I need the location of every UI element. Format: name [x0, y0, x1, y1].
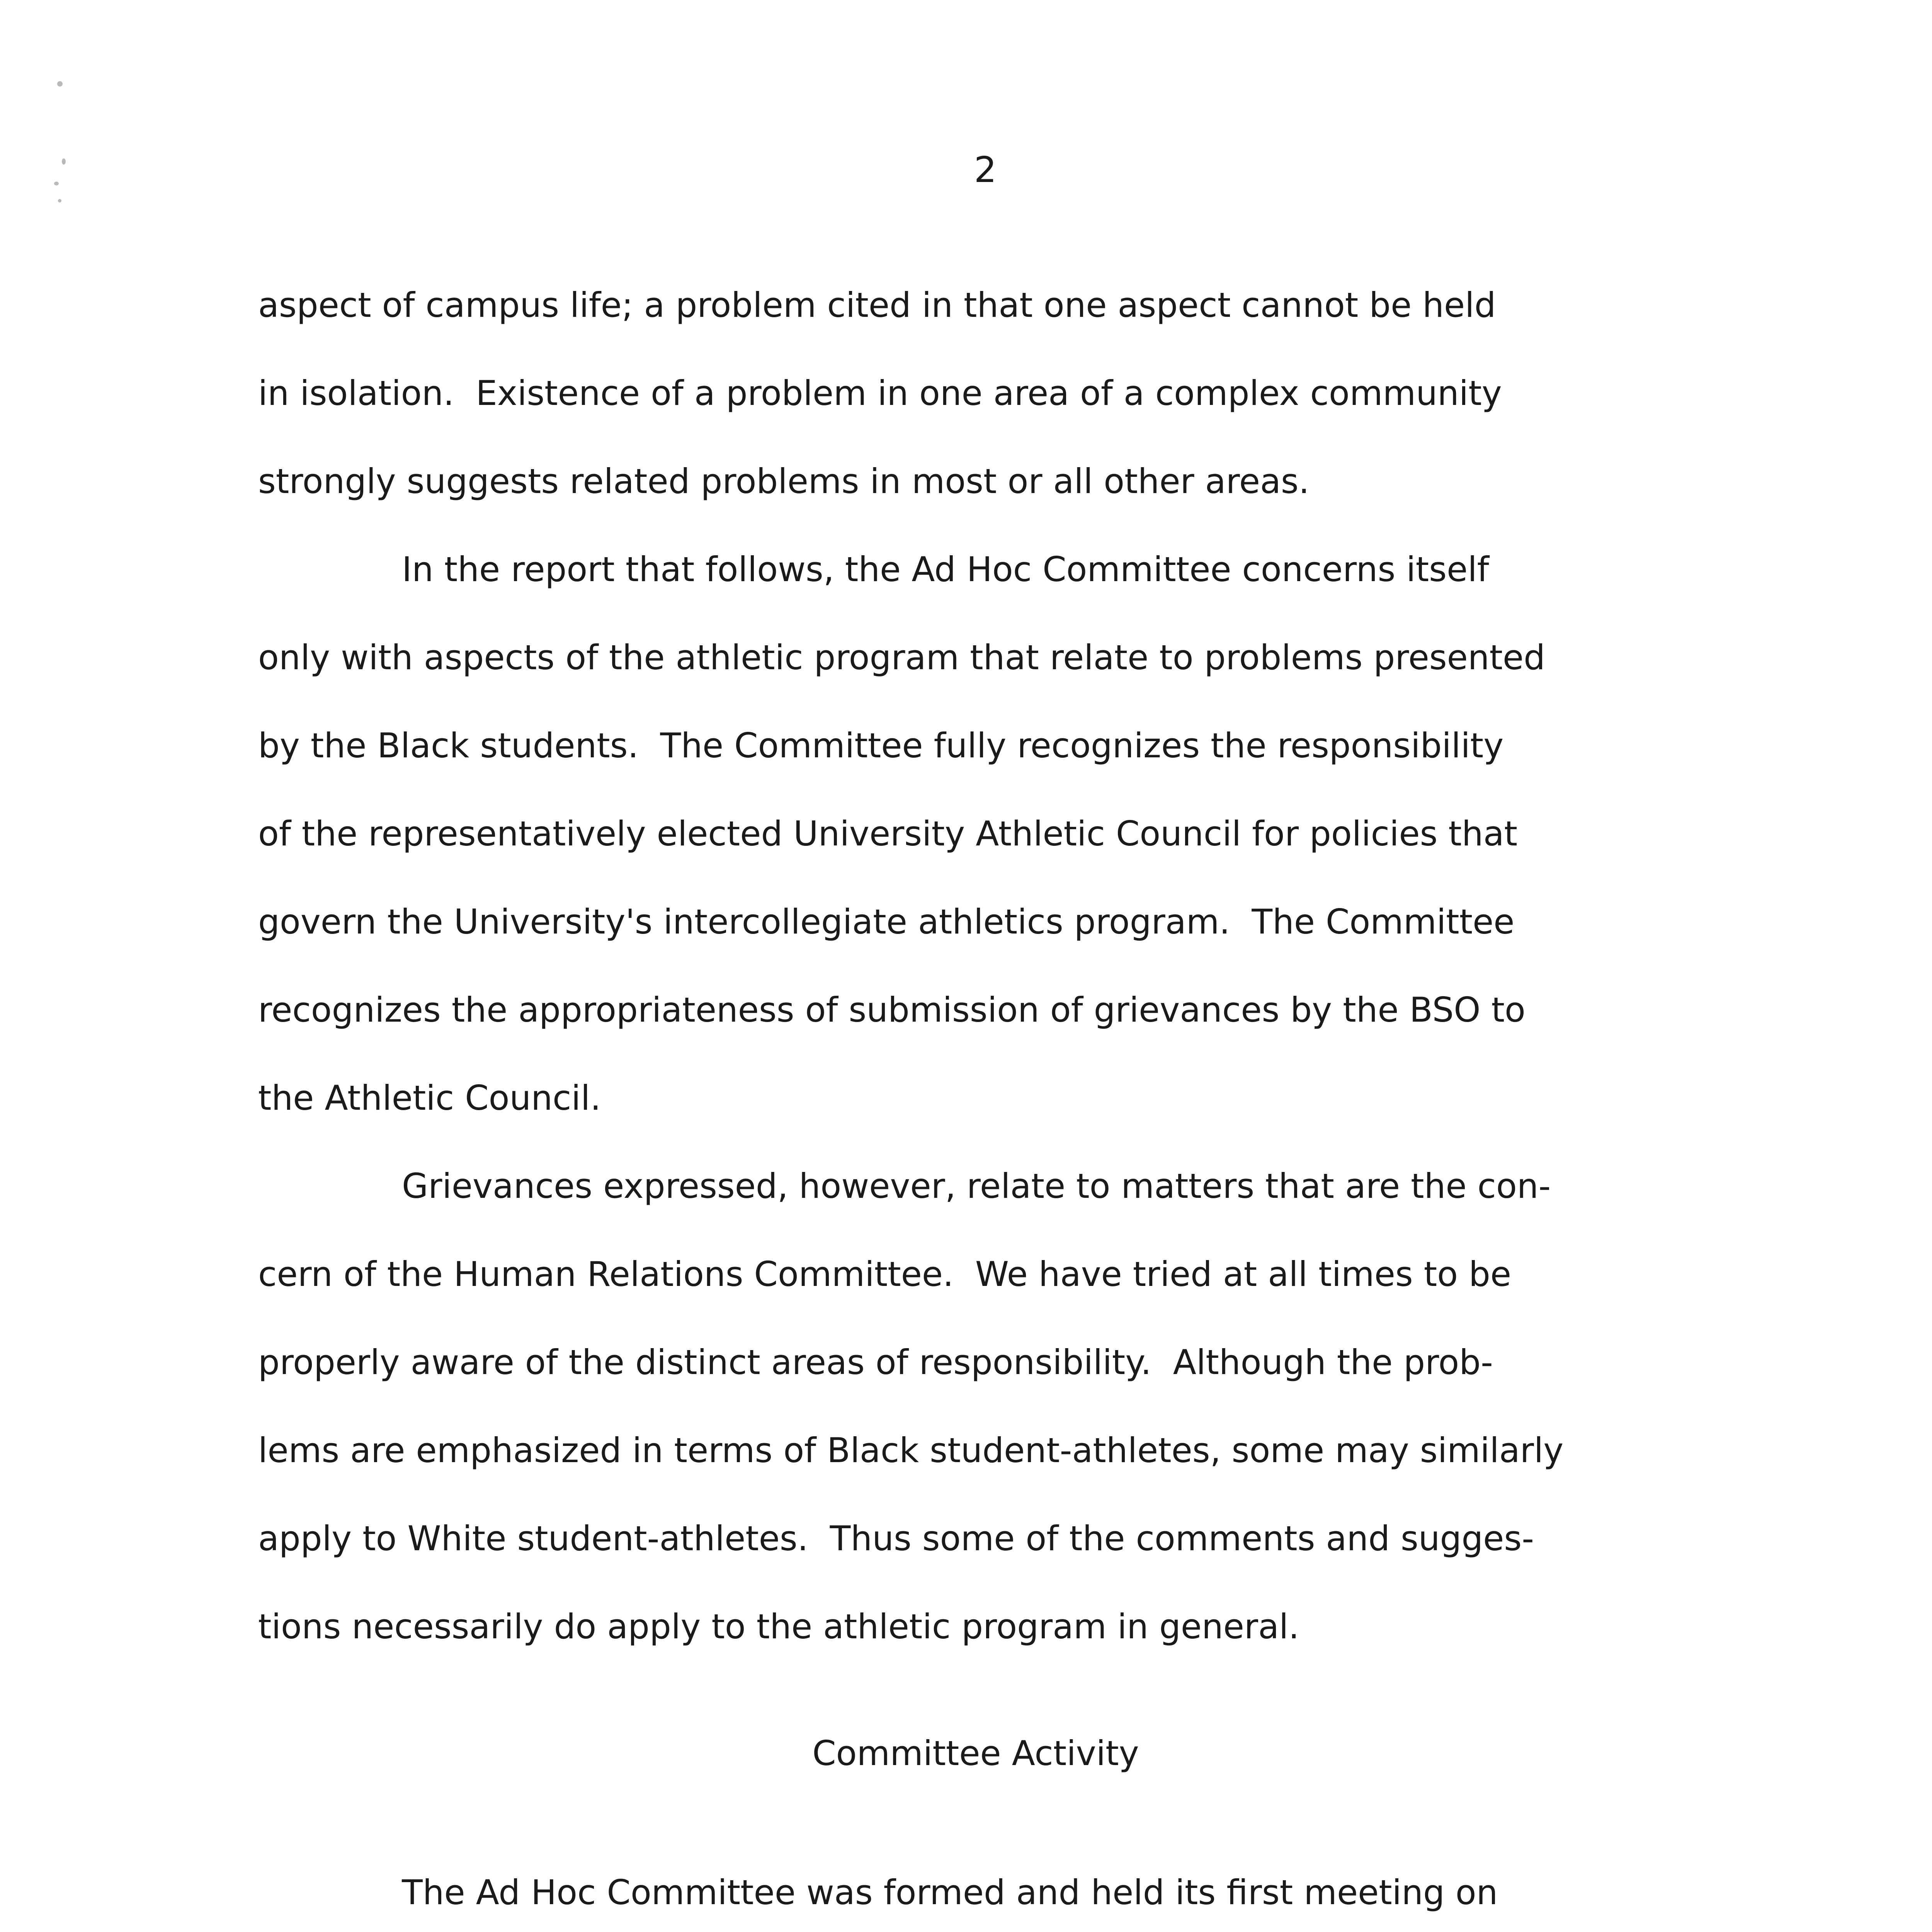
scan-speck — [58, 199, 61, 202]
paragraph-line: Grievances expressed, however, relate to matters that are the con- — [402, 1166, 1551, 1206]
paragraph-line: recognizes the appropriateness of submission of grievances by the BSO to — [258, 990, 1526, 1030]
paragraph-line: in isolation. Existence of a problem in one area of a complex community — [258, 373, 1502, 413]
paragraph-line: govern the University's intercollegiate athletics program. The Committee — [258, 902, 1515, 942]
paragraph-line: properly aware of the distinct areas of responsibility. Although the prob- — [258, 1342, 1493, 1382]
paragraph-line: of the representatively elected University Athletic Council for policies that — [258, 814, 1518, 854]
paragraph-line: strongly suggests related problems in most or all other areas. — [258, 461, 1310, 501]
section-heading: Committee Activity — [812, 1733, 1139, 1773]
paragraph-line: lems are emphasized in terms of Black student-athletes, some may similarly — [258, 1430, 1564, 1470]
paragraph-line: the Athletic Council. — [258, 1078, 601, 1118]
paragraph-line: only with aspects of the athletic program that relate to problems presented — [258, 638, 1545, 677]
page-number: 2 — [974, 149, 997, 190]
scan-speck — [54, 182, 59, 185]
paragraph-line: by the Black students. The Committee fully recognizes the responsibility — [258, 726, 1504, 765]
scan-speck — [57, 81, 63, 87]
paragraph-line: In the report that follows, the Ad Hoc Committee concerns itself — [402, 549, 1489, 589]
scan-speck — [62, 158, 66, 165]
paragraph-line: The Ad Hoc Committee was formed and held its first meeting on — [402, 1872, 1498, 1912]
paragraph-line: apply to White student-athletes. Thus some of the comments and sugges- — [258, 1519, 1534, 1558]
paragraph-line: aspect of campus life; a problem cited in that one aspect cannot be held — [258, 285, 1496, 325]
paragraph-line: tions necessarily do apply to the athletic program in general. — [258, 1607, 1299, 1646]
paragraph-line: cern of the Human Relations Committee. We have tried at all times to be — [258, 1254, 1512, 1294]
